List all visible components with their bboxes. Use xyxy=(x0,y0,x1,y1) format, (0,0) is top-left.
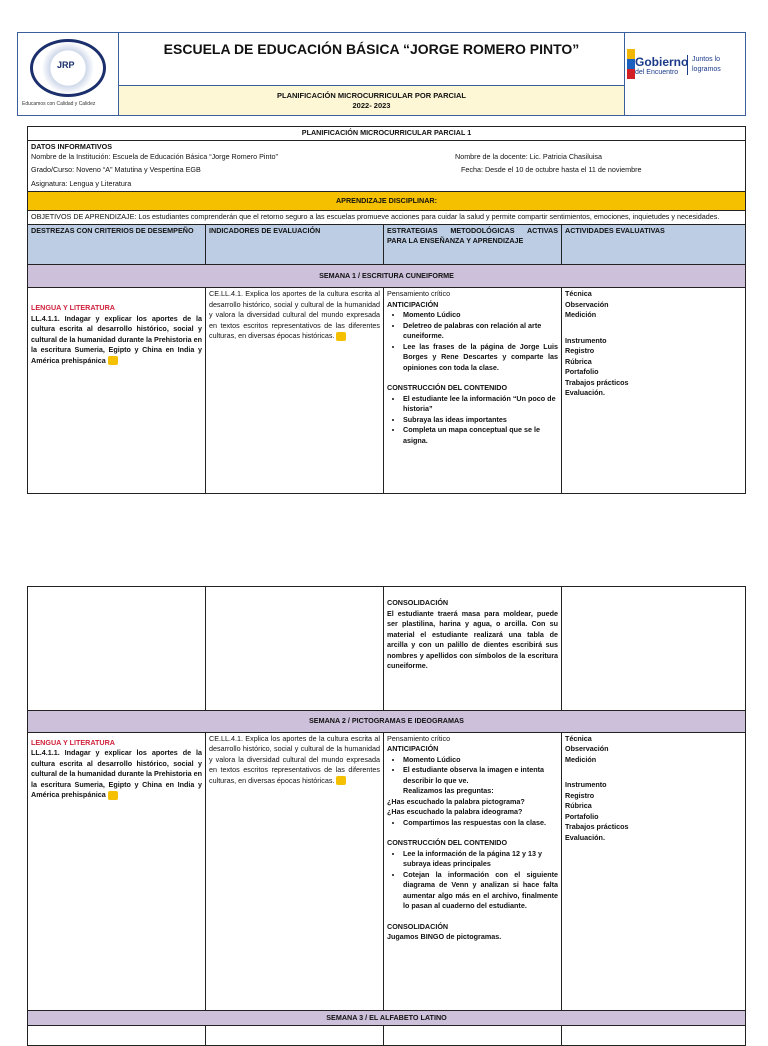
preguntas-intro: Realizamos las preguntas: xyxy=(403,786,494,795)
week3-title: SEMANA 3 / EL ALFABETO LATINO xyxy=(28,1010,746,1026)
datos-label: DATOS INFORMATIVOS xyxy=(31,141,113,151)
cont-indicador-cell xyxy=(206,587,384,711)
cs-badge-icon xyxy=(336,776,346,785)
list-item: • Lee la información de la página 12 y 13 y subraya ideas principales xyxy=(403,849,558,870)
list-item: • El estudiante lee la información “Un poco de historia” xyxy=(403,394,558,415)
asignatura: Asignatura: Lengua y Literatura xyxy=(31,179,132,188)
week2-anticipacion-list xyxy=(387,755,558,787)
gov-tagline: Juntos lo logramos xyxy=(687,55,745,75)
school-motto: Educamos con Calidad y Calidez xyxy=(22,101,96,107)
pregunta-1: ¿Has escuchado la palabra pictograma? xyxy=(387,796,525,806)
destreza-text: LL.4.1.1. Indagar y explicar los aportes de la cultura escrita al desarrollo histórico, social y cultural de la humanidad durante la Prehistoria en la escritura Sumeria, Egipto y China en India y América prehispánica xyxy=(31,313,202,365)
seal-text: JRP xyxy=(57,60,75,70)
fecha: Fecha: Desde el 10 de octubre hasta el 11 de noviembre xyxy=(461,165,642,174)
list-item: • Momento Lúdico xyxy=(403,755,558,766)
construccion-label: CONSTRUCCIÓN DEL CONTENIDO xyxy=(387,383,508,392)
week1-evaluativas-cell xyxy=(562,288,746,494)
list-item: • Completa un mapa conceptual que se le asigna. xyxy=(403,425,558,446)
pregunta-2: ¿Has escuchado la palabra ideograma? xyxy=(387,807,523,816)
evaluativa-item: Registro xyxy=(565,346,595,355)
plan-title: PLANIFICACIÓN MICROCURRICULAR POR PARCIAL xyxy=(276,91,467,100)
pensamiento-label: Pensamiento crítico xyxy=(387,733,451,743)
cont-destreza-cell xyxy=(28,587,206,711)
list-item: • Lee las frases de la página de Jorge Luis Borges y Rene Descartes y comparte las opiniones con toda la clase. xyxy=(403,342,558,374)
week1-consolidacion-cell xyxy=(384,587,562,711)
list-item: • Momento Lúdico xyxy=(403,310,558,321)
plan-table-page1 xyxy=(27,126,746,494)
gov-sub: del Encuentro xyxy=(635,69,679,76)
week1-title: SEMANA 1 / ESCRITURA CUNEIFORME xyxy=(28,264,746,288)
page-header xyxy=(17,32,746,116)
week1-construccion-list xyxy=(387,394,558,447)
list-item: • Deletreo de palabras con relación al arte cuneiforme. xyxy=(403,321,558,342)
evaluativa-item: Portafolio xyxy=(565,811,599,821)
week1-consolidacion-text: El estudiante traerá masa para moldear, puede ser plastilina, harina y agua, o arcilla. Con su material el estudiante realizará una tabla de arcilla y con un palillo de dientes escribirá sus nombres y apellidos con símbolos de la escritura cuneiforme. xyxy=(387,608,558,670)
week2-consolidacion-text: Jugamos BINGO de pictogramas. xyxy=(387,932,502,941)
government-flag-icon xyxy=(627,49,635,79)
week1-destreza-cell xyxy=(28,288,206,494)
indicador-text: CE.LL.4.1. Explica los aportes de la cultura escrita al desarrollo histórico, social y cultural de la humanidad y valora la diversidad cultural del mundo expresada en textos escritos representativos de las diferentes culturas, en diversas épocas históricas. xyxy=(209,289,380,340)
week2-estrategias-cell xyxy=(384,732,562,1010)
datos-cell xyxy=(28,140,746,191)
area-label: LENGUA Y LITERATURA xyxy=(31,303,115,312)
plan-table-page2 xyxy=(27,586,746,1046)
week2-indicador-cell xyxy=(206,732,384,1010)
evaluativa-item: Técnica xyxy=(565,733,592,743)
area-label: LENGUA Y LITERATURA xyxy=(31,737,115,747)
evaluativa-item: Instrumento xyxy=(565,335,607,345)
school-logo-cell xyxy=(18,33,119,115)
evaluativa-item: Evaluación. xyxy=(565,388,605,397)
government-logo-cell xyxy=(624,33,745,115)
consolidacion-label: CONSOLIDACIÓN xyxy=(387,921,449,931)
evaluativa-item: Portafolio xyxy=(565,367,599,376)
gov-name: Gobierno xyxy=(635,55,689,69)
cs-badge-icon xyxy=(108,356,118,365)
evaluativa-item: Instrumento xyxy=(565,780,607,789)
plan-title-row: PLANIFICACIÓN MICROCURRICULAR PARCIAL 1 xyxy=(28,127,746,141)
col-header-estrategias: ESTRATEGIAS METODOLÓGICAS ACTIVAS PARA LA ENSEÑANZA Y APRENDIZAJE xyxy=(384,224,562,264)
aprendizaje-row: APRENDIZAJE DISCIPLINAR: xyxy=(28,191,746,211)
list-item: • Cotejan la información con el siguiente diagrama de Venn y analizan si hace falta aumentar algo más en el archivo, finalmente lo pasan al cuaderno del estudiante. xyxy=(403,870,558,912)
col-header-destrezas: DESTREZAS CON CRITERIOS DE DESEMPEÑO xyxy=(28,224,206,264)
evaluativa-item: Medición xyxy=(565,310,597,319)
school-year: 2022- 2023 xyxy=(352,101,391,110)
week2-evaluativas-cell xyxy=(562,732,746,1010)
week1-anticipacion-list xyxy=(387,310,558,373)
evaluativa-item: Registro xyxy=(565,790,595,800)
anticipacion-label: ANTICIPACIÓN xyxy=(387,299,439,309)
docente: Nombre de la docente: Lic. Patricia Chasiluisa xyxy=(455,152,603,161)
institucion: Nombre de la Institución: Escuela de Educación Básica “Jorge Romero Pinto” xyxy=(31,152,278,161)
cs-badge-icon xyxy=(336,332,346,341)
anticipacion-label: ANTICIPACIÓN xyxy=(387,744,439,753)
school-title: ESCUELA DE EDUCACIÓN BÁSICA “JORGE ROMERO PINTO” xyxy=(163,41,580,57)
objetivos-row: OBJETIVOS DE APRENDIZAJE: Los estudiantes comprenderán que el retorno seguro a las escuelas promueve acciones para cuidar la salud y permite compartir sentimientos, emociones, inquietudes y necesidades. xyxy=(28,211,746,225)
government-logo xyxy=(635,55,688,76)
plan-subtitle-box xyxy=(119,85,624,115)
week2-compartimos-list xyxy=(387,818,558,829)
destreza-text: LL.4.1.1. Indagar y explicar los aportes de la cultura escrita al desarrollo histórico, social y cultural de la humanidad durante la Prehistoria en la escritura Sumeria, Egipto y China en India y América prehispánica xyxy=(31,748,202,799)
evaluativa-item: Observación xyxy=(565,744,609,753)
pensamiento-label: Pensamiento crítico xyxy=(387,289,451,298)
evaluativa-item: Evaluación. xyxy=(565,832,605,842)
cont-evaluativas-cell xyxy=(562,587,746,711)
col-header-actividades: ACTIVIDADES EVALUATIVAS xyxy=(562,224,746,264)
week1-estrategias-cell xyxy=(384,288,562,494)
list-item: • Subraya las ideas importantes xyxy=(403,415,558,426)
grado: Grado/Curso: Noveno “A” Matutina y Vespertina EGB xyxy=(31,165,201,174)
col-header-indicadores: INDICADORES DE EVALUACIÓN xyxy=(206,224,384,264)
evaluativa-item: Trabajos prácticos xyxy=(565,822,629,831)
indicador-text: CE.LL.4.1. Explica los aportes de la cultura escrita al desarrollo histórico, social y cultural de la humanidad y valora la diversidad cultural del mundo expresada en textos escritos representativos de las diferentes culturas, en diversas épocas históricas. xyxy=(209,733,380,785)
week2-title: SEMANA 2 / PICTOGRAMAS E IDEOGRAMAS xyxy=(28,711,746,733)
evaluativa-item: Rúbrica xyxy=(565,801,592,810)
evaluativa-item: Rúbrica xyxy=(565,356,592,366)
evaluativa-item: Medición xyxy=(565,754,597,764)
week2-destreza-cell xyxy=(28,732,206,1010)
evaluativa-item: Observación xyxy=(565,299,609,309)
week2-construccion-list xyxy=(387,849,558,912)
evaluativa-item: Técnica xyxy=(565,289,592,298)
school-seal-icon xyxy=(30,39,106,97)
cs-badge-icon xyxy=(108,791,118,800)
list-item: • Compartimos las respuestas con la clase. xyxy=(403,818,558,829)
list-item: • El estudiante observa la imagen e intenta describir lo que ve. xyxy=(403,765,558,786)
evaluativa-item: Trabajos prácticos xyxy=(565,377,629,387)
construccion-label: CONSTRUCCIÓN DEL CONTENIDO xyxy=(387,838,508,847)
week1-indicador-cell xyxy=(206,288,384,494)
consolidacion-label: CONSOLIDACIÓN xyxy=(387,598,449,607)
